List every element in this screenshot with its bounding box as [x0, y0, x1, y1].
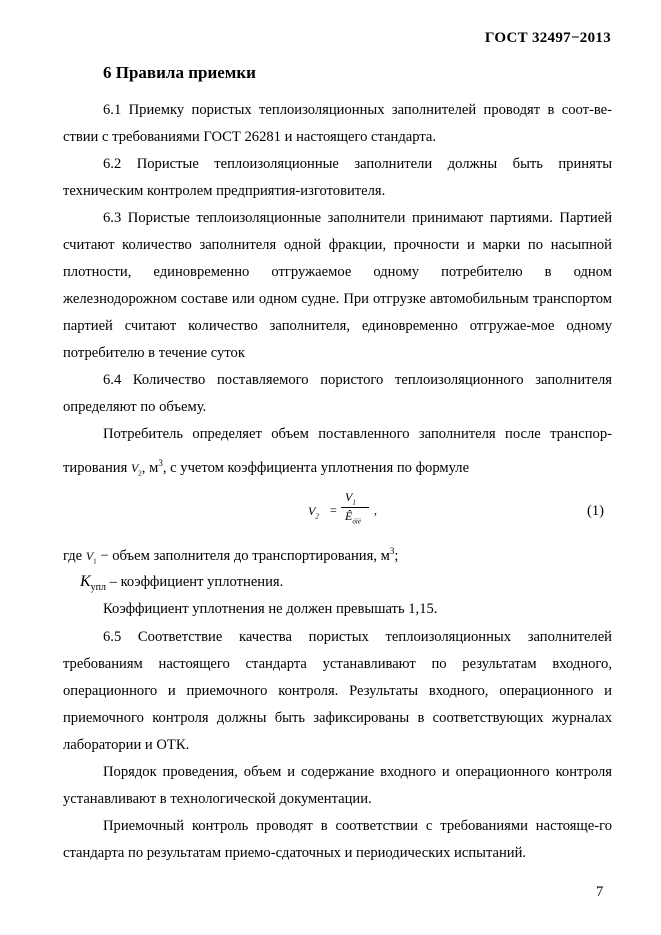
- formula-lhs: [308, 504, 319, 520]
- volume-v2-symbol: [130, 460, 142, 478]
- paragraph-6-5: 6.5 Соответствие качества пористых теплоизоляционных заполнителей требованиям настоящего стандарта устанавливают по результатам входного, операционного и приемочного контроля. Результаты входного, операционного и приемочного контроля должны быть зафиксированы в соответствующих журналах лаборатории и ОТК.: [63, 629, 612, 753]
- formula-num-var: V: [345, 490, 353, 504]
- fraction-bar: [341, 507, 369, 508]
- paragraph-6-3: 6.3 Пористые теплоизоляционные заполнители принимают партиями. Партией считают количество заполнителя одной фракции, прочности и марки по насыпной плотности, единовременно отгружаемое одному потребителю в одном железнодорожном составе или одном судне. При отгрузке автомобильным транспортом партией считают количество заполнителя, единовременно отгружае-мое одному потребителю в течение суток: [63, 210, 612, 361]
- formula-den-var: Ê: [345, 509, 353, 523]
- formula-comma: ,: [374, 503, 377, 517]
- formula-1: [308, 490, 428, 530]
- section-title: 6 Правила приемки: [103, 63, 256, 82]
- standard-header: ГОСТ 32497−2013: [484, 30, 611, 46]
- kupl-text: – коэффициент уплотнения.: [105, 574, 284, 590]
- where-unit-sup: 3: [389, 546, 395, 556]
- v2-sub: 2: [138, 469, 142, 478]
- formula-lhs-sub: 2: [315, 512, 319, 521]
- equation-number: (1): [587, 503, 605, 519]
- consumer-line-1: Потребитель определяет объем поставленного заполнителя после транспор-: [103, 426, 612, 442]
- consumer-text-c: , с учетом коэффициента уплотнения по формуле: [162, 459, 470, 476]
- formula-lhs-var: V: [308, 504, 316, 518]
- formula-numerator: [345, 490, 356, 506]
- formula-num-sub: 1: [352, 498, 356, 507]
- v1-var: V: [85, 548, 94, 563]
- kupl-symbol: К: [80, 573, 91, 590]
- v2-var: V: [130, 460, 139, 475]
- consumer-line-2: [63, 450, 612, 487]
- kupl-sub: упл: [90, 581, 106, 593]
- where-text-b: − объем заполнителя до транспортирования, м: [96, 547, 390, 564]
- formula-denominator: [345, 509, 361, 525]
- consumer-text-b: , м: [141, 459, 159, 476]
- formula-den-sub: óïë: [352, 517, 361, 526]
- acceptance-paragraph: Приемочный контроль проводят в соответствии с требованиями настояще-го стандарта по результатам приемо-сдаточных и периодических испытаний.: [63, 818, 612, 861]
- paragraph-6-1: 6.1 Приемку пористых теплоизоляционных заполнителей проводят в соот-ве-ствии с требованиями ГОСТ 26281 и настоящего стандарта.: [63, 102, 612, 145]
- paragraph-6-4: 6.4 Количество поставляемого пористого теплоизоляционного заполнителя определяют по объему.: [63, 372, 612, 415]
- consumer-text-a: тирования: [63, 459, 128, 476]
- coefficient-limit: Коэффициент уплотнения не должен превышать 1,15.: [103, 601, 438, 617]
- procedure-paragraph: Порядок проведения, объем и содержание входного и операционного контроля устанавливают в технологической документации.: [63, 764, 612, 807]
- consumer-unit-sup: 3: [158, 458, 163, 468]
- where-text-a: где: [63, 547, 83, 564]
- page-number: 7: [596, 884, 604, 900]
- paragraph-6-2: 6.2 Пористые теплоизоляционные заполнители должны быть приняты техническим контролем предприятия-изготовителя.: [63, 156, 612, 199]
- where-text-c: ;: [394, 547, 399, 564]
- formula-equals: =: [330, 503, 337, 517]
- v1-sub: 1: [93, 557, 97, 566]
- volume-v1-symbol: [85, 548, 97, 566]
